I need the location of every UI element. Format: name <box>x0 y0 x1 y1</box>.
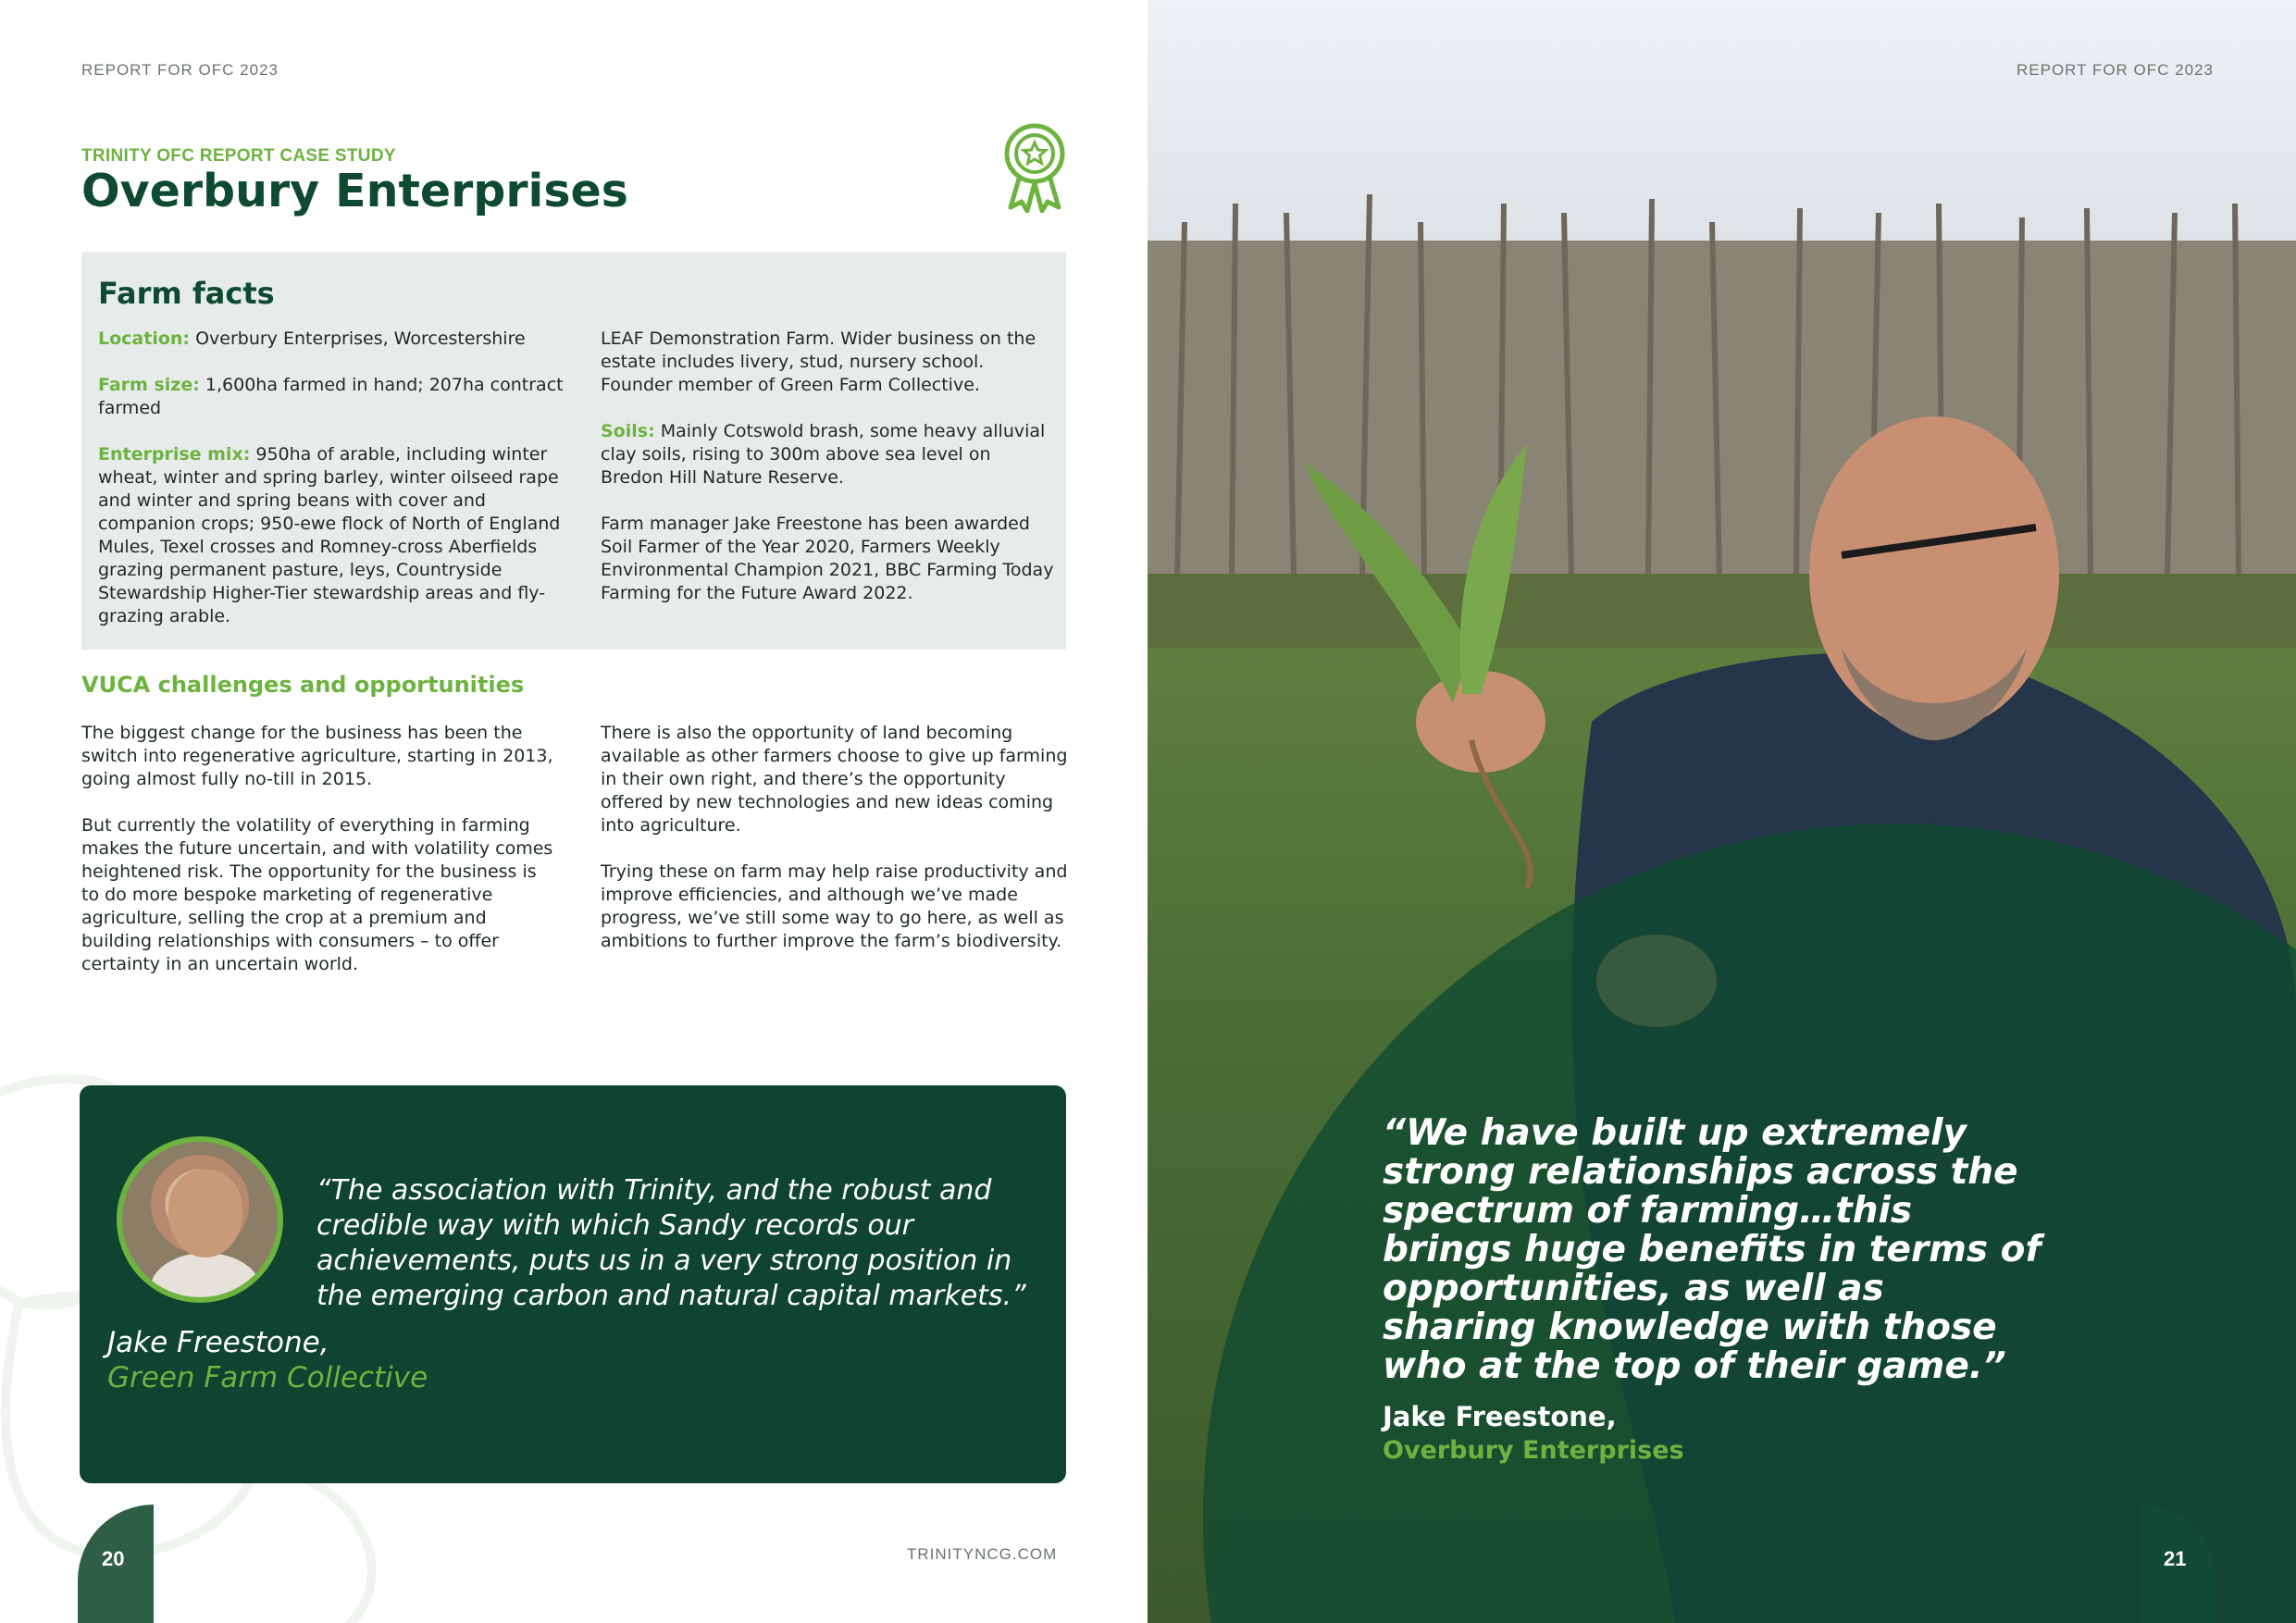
soils-fact <box>601 420 1054 489</box>
vuca-column-2 <box>601 722 1073 976</box>
farm-facts-box <box>81 252 1066 650</box>
testimonial-panel <box>80 1085 1066 1483</box>
vuca-heading: VUCA challenges and opportunities <box>81 672 525 698</box>
testimonial-name: Jake Freestone, <box>107 1326 329 1359</box>
vuca-column-1 <box>81 722 553 999</box>
enterprise-mix-label: Enterprise mix: <box>98 444 251 465</box>
location-value: Overbury Enterprises, Worcestershire <box>190 328 526 349</box>
vuca-paragraph: But currently the volatility of everything in farming makes the future uncertain, and with volatility comes heightened risk. The opportunity for the business is to do more bespoke marketing of regenerative agriculture, selling the crop at a premium and building relationships with consumers – to offer certainty in an uncertain world. <box>81 815 553 974</box>
farm-facts-title: Farm facts <box>98 276 275 311</box>
vuca-paragraph: The biggest change for the business has been the switch into regenerative agriculture, starting in 2013, going almost fully no-till in 2015. <box>81 723 553 789</box>
location-label: Location: <box>98 328 191 349</box>
case-study-eyebrow: TRINITY OFC REPORT CASE STUDY <box>81 146 396 166</box>
page-number: 20 <box>102 1547 125 1570</box>
location-fact <box>98 328 570 351</box>
photo-quote-name: Jake Freestone, <box>1383 1401 1617 1432</box>
leaf-fact: LEAF Demonstration Farm. Wider business on the estate includes livery, stud, nursery school. Founder member of Green Farm Collective. <box>601 328 1036 395</box>
farm-size-value: 1,600ha farmed in hand; 207ha contract farmed <box>98 375 564 418</box>
avatar <box>117 1136 283 1303</box>
soils-value: Mainly Cotswold brash, some heavy alluvial clay soils, rising to 300m above sea level on Bredon Hill Nature Reserve. <box>601 421 1046 488</box>
vuca-paragraph: Trying these on farm may help raise productivity and improve efficiencies, and although we’ve made progress, we’ve still some way to go here, as well as ambitions to further improve the farm’s biodiversity. <box>601 861 1068 951</box>
enterprise-mix-value: 950ha of arable, including winter wheat, winter and spring barley, winter oilseed rape and winter and spring beans with cover and companion crops; 950-ewe flock of North of England Mules, Texel crosses and Romney-cross Aberfields grazing permanent pasture, leys, Countryside Stewardship Higher-Tier stewardship areas and fly-grazing arable. <box>98 444 561 626</box>
page-title: Overbury Enterprises <box>81 165 628 217</box>
avatar-face <box>168 1170 242 1258</box>
avatar-shirt <box>150 1253 261 1303</box>
testimonial-organisation: Green Farm Collective <box>107 1361 428 1394</box>
running-head: REPORT FOR OFC 2023 <box>2017 61 2214 79</box>
running-head: REPORT FOR OFC 2023 <box>81 61 279 79</box>
photo-quote-organisation: Overbury Enterprises <box>1383 1436 1684 1465</box>
footer-url[interactable]: TRINITYNCG.COM <box>907 1545 1058 1563</box>
page-number: 21 <box>2164 1547 2187 1570</box>
vuca-paragraph: There is also the opportunity of land becoming available as other farmers choose to give up farming in their own right, and there’s the opportunity offered by new technologies and new ideas coming into agriculture. <box>601 723 1068 836</box>
awards-fact: Farm manager Jake Freestone has been awarded Soil Farmer of the Year 2020, Farmers Weekly Environmental Champion 2021, BBC Farming Today Farming for the Future Award 2022. <box>601 514 1054 603</box>
right-page-photo <box>1148 0 2296 1623</box>
farm-size-fact <box>98 374 570 420</box>
farm-size-label: Farm size: <box>98 375 200 395</box>
soils-label: Soils: <box>601 421 655 441</box>
farm-facts-column-2 <box>601 328 1054 628</box>
enterprise-mix-fact <box>98 443 570 628</box>
testimonial-quote: “The association with Trinity, and the robust and credible way with which Sandy records our achievements, puts us in a very strong position in the emerging carbon and natural capital markets.” <box>316 1174 1026 1312</box>
farm-facts-column-1 <box>98 328 570 651</box>
photo-quote: “We have built up extremely strong relationships across the spectrum of farming…this brings huge benefits in terms of opportunities, as well as sharing knowledge with those who at the top of their game.” <box>1383 1112 2042 1387</box>
award-rosette-icon <box>999 120 1070 213</box>
